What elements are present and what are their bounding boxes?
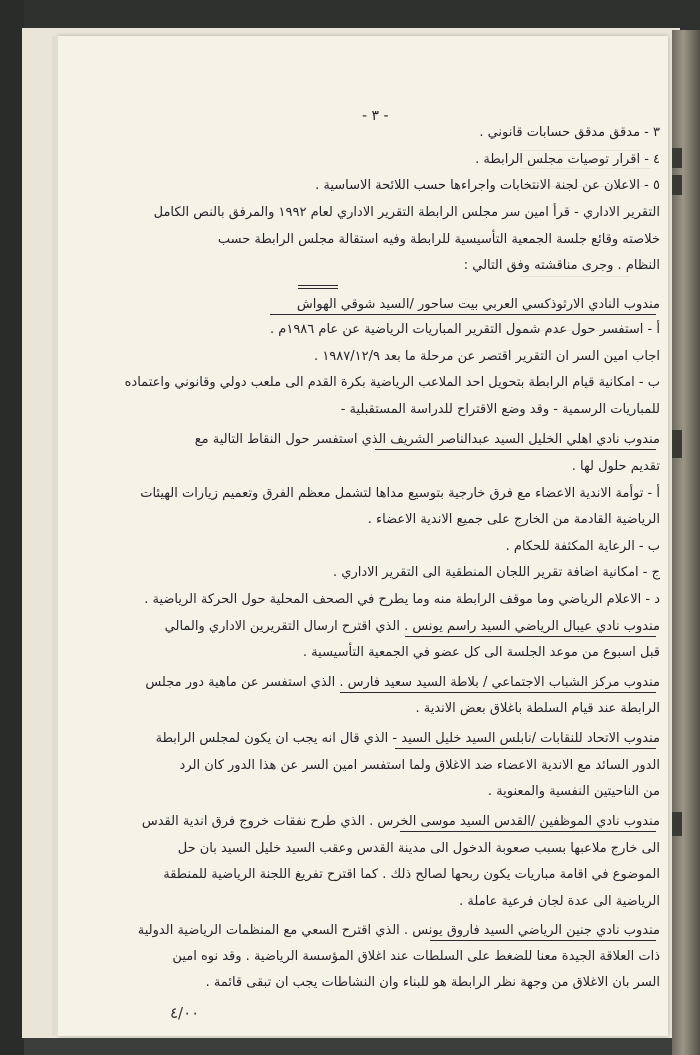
heading-underline <box>375 449 656 450</box>
margin-mark <box>672 148 682 168</box>
admin-report-line: خلاصته وقائع جلسة الجمعية التأسيسية للرابطة وفيه استقالة مجلس الرابطة حسب <box>217 232 660 247</box>
admin-report-line: التقرير الاداري - قرأ امين سر مجلس الرابطة التقرير الاداري لعام ١٩٩٢ والمرفق بالنص الكامل <box>153 205 660 220</box>
body-line: السر بان الاغلاق من وجهة نظر الرابطة هو للبناء وان النشاطات يجب ان تبقى قائمة . <box>205 975 660 990</box>
page-number: - ٣ - <box>362 108 389 124</box>
agenda-item-4: ٤ - اقرار توصيات مجلس الرابطة . <box>475 152 660 167</box>
heading-underline <box>400 831 656 832</box>
delegate-heading: مندوب نادي جنين الرياضي السيد فاروق يونس . الذي اقترح السعي مع المنظمات الرياضية الدولية <box>137 923 660 938</box>
body-line: د - الاعلام الرياضي وما موقف الرابطة منه وما يطرح في الصحف المحلية حول الحركة الرياضية . <box>144 592 660 607</box>
underline-mark <box>298 285 338 286</box>
body-line: الرابطة عند قيام السلطة باغلاق بعض الاندية . <box>415 701 660 716</box>
margin-mark <box>672 430 682 458</box>
delegate-heading: مندوب نادي اهلي الخليل السيد عبدالناصر الشريف الذي استفسر حول النقاط التالية مع <box>194 432 660 447</box>
delegate-heading: مندوب نادي الموظفين /القدس السيد موسى الخرس . الذي طرح نفقات خروج فرق اندية القدس <box>141 814 660 829</box>
body-line: الدور السائد مع الاندية الاعضاء ضد الاغلاق ولما استفسر امين السر عن هذا الدور كان الرد <box>179 758 660 773</box>
body-line: الى خارج ملاعبها بسبب صعوبة الدخول الى مدينة القدس وعقب السيد خليل السيد بان حل <box>177 841 660 856</box>
body-line: ب - امكانية قيام الرابطة بتحويل احد الملاعب الرياضية بكرة القدم الى ملعب دولي وقانوني واعتماده <box>124 375 660 390</box>
body-line: تقديم حلول لها . <box>571 459 660 474</box>
body-line: اجاب امين السر ان التقرير اقتصر عن مرحلة ما بعد ١٩٨٧/١٢/٩ . <box>314 349 660 364</box>
body-line: الرياضية القادمة من الخارج على جميع الاندية الاعضاء . <box>367 512 660 527</box>
body-line: أ - استفسر حول عدم شمول التقرير المباريات الرياضية عن عام ١٩٨٦م . <box>270 322 660 337</box>
agenda-item-3: ٣ - مدقق مدقق حسابات قانوني . <box>479 125 660 140</box>
margin-mark <box>672 175 682 195</box>
heading-underline <box>405 636 656 637</box>
heading-underline <box>270 314 656 315</box>
page-footer-number: ٤/٠٠ <box>170 1004 200 1022</box>
body-line: من الناحيتين النفسية والمعنوية . <box>487 784 660 799</box>
delegate-heading: مندوب مركز الشباب الاجتماعي / بلاطة السيد سعيد فارس . الذي استفسر عن ماهية دور مجلس <box>145 675 660 690</box>
body-line: قبل اسبوع من موعد الجلسة الى كل عضو في الجمعية التأسيسية . <box>302 645 660 660</box>
body-line: الموضوع في اقامة مباريات يكون ربحها لصالح ذلك . كما اقترح تفريغ اللجنة الرياضية للمنطقة <box>163 867 660 882</box>
body-line: ج - امكانية اضافة تقرير اللجان المنطقية الى التقرير الاداري . <box>333 565 660 580</box>
heading-underline <box>340 692 656 693</box>
body-line: ذات العلاقة الجيدة معنا للضغط على السلطات عند اغلاق المؤسسة الرياضية . وقد نوه امين <box>172 949 660 964</box>
body-line: ب - الرعاية المكثفة للحكام . <box>505 539 660 554</box>
body-line: الرياضية الى عدة لجان فرعية عاملة . <box>459 894 660 909</box>
body-line: للمباريات الرسمية - وقد وضع الاقتراح للدراسة المستقبلية - <box>340 402 660 417</box>
heading-underline <box>395 748 656 749</box>
admin-report-line: النظام . وجرى مناقشته وفق التالي : <box>463 258 660 273</box>
delegate-heading: مندوب نادي عيبال الرياضي السيد راسم يونس . الذي اقترح ارسال التقريرين الاداري والمالي <box>164 619 660 634</box>
heading-underline <box>430 940 656 941</box>
delegate-heading: مندوب النادي الارثوذكسي العربي بيت ساحور /السيد شوقي الهواش <box>296 297 660 312</box>
underline-mark <box>298 288 338 289</box>
delegate-heading: مندوب الاتحاد للنقابات /نابلس السيد خليل السيد - الذي قال انه يجب ان يكون لمجلس الرابطة <box>155 731 660 746</box>
margin-mark <box>672 812 682 836</box>
agenda-item-5: ٥ - الاعلان عن لجنة الانتخابات واجراءها حسب اللائحة الاساسية . <box>315 178 660 193</box>
body-line: أ - توأمة الاندية الاعضاء مع فرق خارجية بتوسيع مداها لتشمل معظم الفرق وتعميم زيارات الهيئات <box>140 486 660 501</box>
